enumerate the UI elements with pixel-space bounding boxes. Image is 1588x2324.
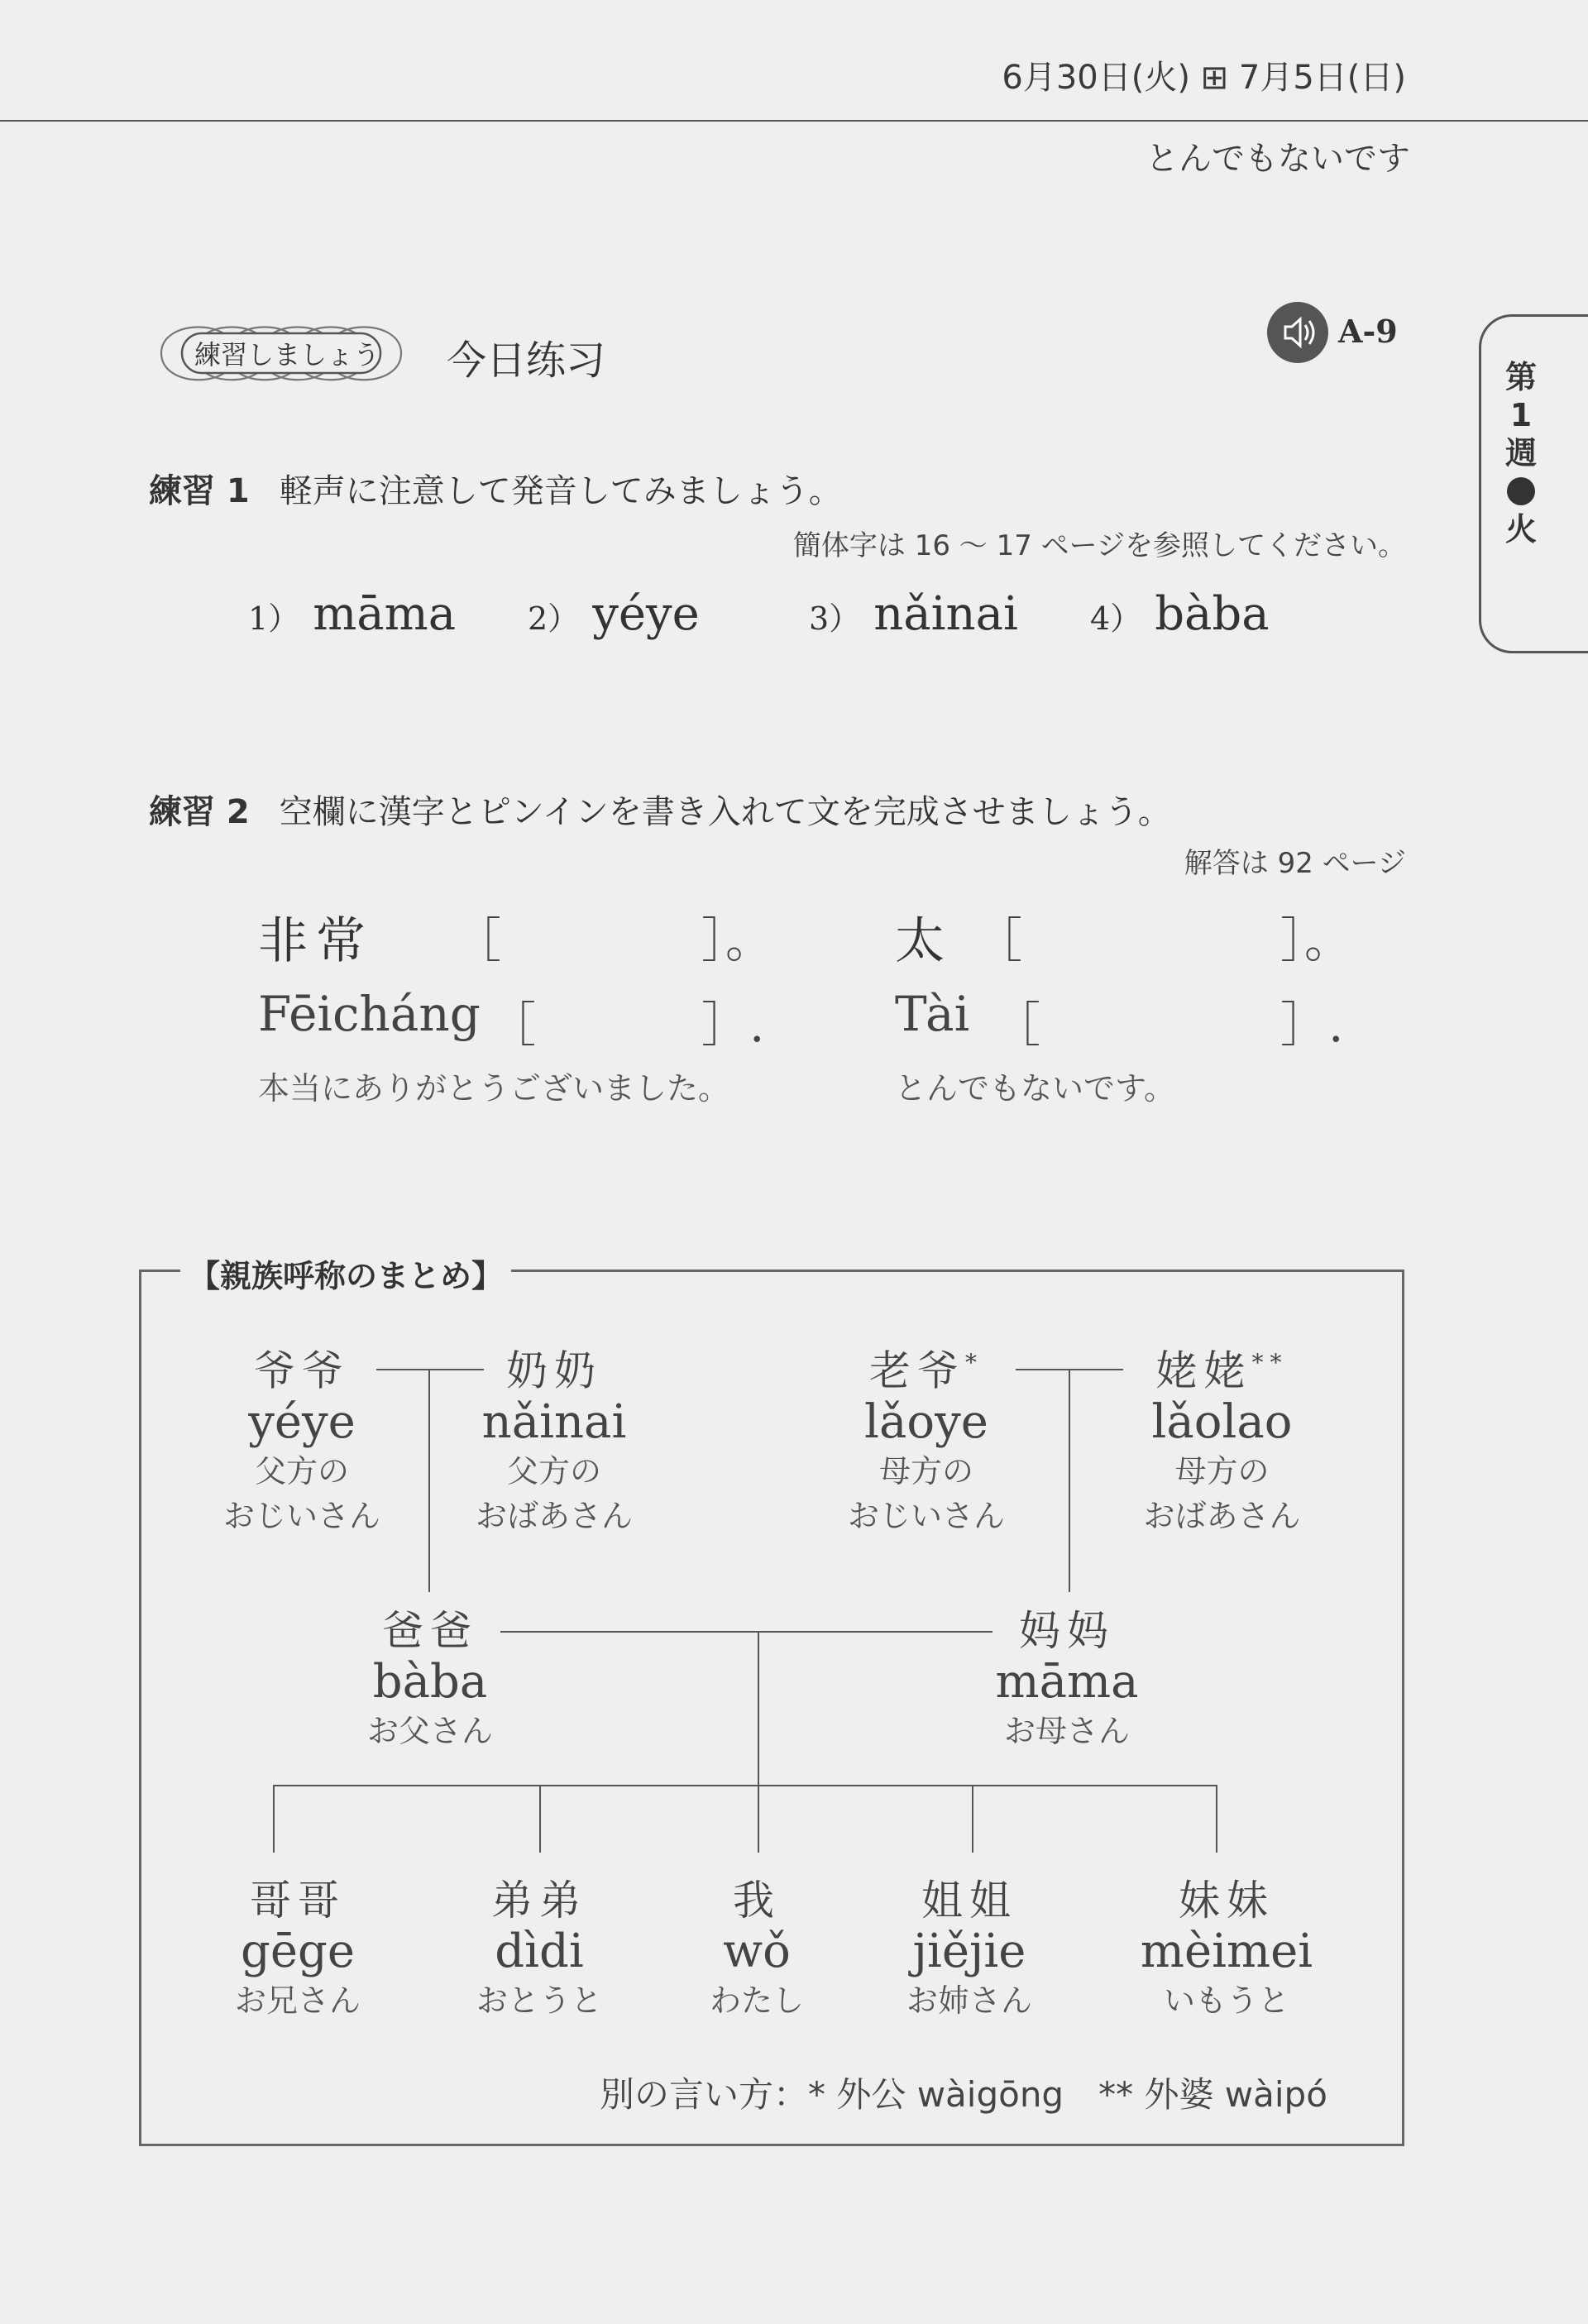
node-japanese: お姉さん <box>906 1982 1032 2019</box>
connector-line <box>1216 1785 1217 1853</box>
connector-line <box>273 1785 275 1853</box>
blank-open-bracket: ［ <box>974 912 1023 968</box>
node-japanese-line2: おばあさん <box>475 1497 633 1534</box>
item-pinyin: yéye <box>592 587 700 641</box>
family-box-title: 【親族呼称のまとめ】 <box>180 1250 511 1296</box>
sentence-right-translation: とんでもないです。 <box>895 1070 1175 1107</box>
node-hanzi: 老爷* <box>869 1346 983 1395</box>
side-tab-day: 火 <box>1504 511 1537 548</box>
node-pinyin: māma <box>995 1655 1139 1709</box>
connector-line <box>972 1785 973 1853</box>
node-hanzi: 姥姥** <box>1155 1346 1289 1395</box>
family-node-nainai <box>442 1338 666 1538</box>
sentence-left-translation: 本当にありがとうございました。 <box>258 1070 730 1107</box>
family-node-yeye <box>190 1338 414 1538</box>
family-node-gege <box>198 1876 397 2023</box>
item-pinyin: bàba <box>1155 587 1270 641</box>
sentence-right-hanzi: 太 <box>895 912 953 970</box>
exercise2-note: 解答は 92 ページ <box>1184 847 1406 880</box>
bullet-dot-icon <box>1507 477 1535 505</box>
node-japanese: お母さん <box>1003 1713 1130 1749</box>
exercise1-item <box>1090 587 1270 641</box>
node-japanese: わたし <box>709 1982 804 2019</box>
node-pinyin: jiějie <box>912 1925 1026 1978</box>
week-day-tab <box>1479 314 1588 653</box>
sentence-left-hanzi: 非常 <box>258 912 374 970</box>
section-title: 今日练习 <box>447 337 606 384</box>
exercise1-label: 練習 1 <box>149 472 250 510</box>
blank-close-bracket: ］。 <box>1280 912 1353 968</box>
node-pinyin: gēge <box>241 1925 355 1978</box>
exercise1-item <box>248 587 456 641</box>
speaker-icon[interactable] <box>1267 302 1328 363</box>
side-tab-label: 週 <box>1504 435 1537 471</box>
node-japanese-line2: おじいさん <box>847 1497 1005 1534</box>
node-japanese: お兄さん <box>234 1982 361 2019</box>
node-pinyin: nǎinai <box>481 1394 627 1449</box>
blank-open-bracket: ［ <box>453 912 502 968</box>
sentence-left-pinyin: Fēicháng <box>258 986 481 1042</box>
exercise1-heading <box>149 465 842 512</box>
connector-line <box>428 1369 430 1592</box>
blank-close-bracket: ］。 <box>701 912 774 968</box>
exercise2-label: 練習 2 <box>149 793 250 831</box>
header-divider <box>0 120 1588 122</box>
node-hanzi: 爷爷 <box>254 1346 350 1395</box>
node-japanese-line1: 母方の <box>1174 1452 1270 1490</box>
item-number: 2） <box>528 600 580 637</box>
header-date-range: 6月30日(火) ⊞ 7月5日(日) <box>1002 59 1406 97</box>
family-node-laolao <box>1108 1338 1336 1538</box>
node-japanese: お父さん <box>366 1713 493 1749</box>
family-node-baba <box>331 1606 529 1753</box>
node-hanzi: 妈妈 <box>1019 1607 1115 1655</box>
node-pinyin: lǎoye <box>864 1394 988 1449</box>
audio-track-label: A-9 <box>1338 313 1398 350</box>
node-pinyin: wǒ <box>723 1925 791 1978</box>
node-hanzi: 哥哥 <box>250 1877 346 1925</box>
exercise1-note: 簡体字は 16 ～ 17 ページを参照してください。 <box>792 529 1406 562</box>
section-badge-label: 練習しましょう <box>194 339 380 371</box>
alternate-terms-note: 別の言い方：* 外公 wàigōng ** 外婆 wàipó <box>600 2074 1327 2115</box>
node-hanzi: 奶奶 <box>506 1346 602 1395</box>
exercise1-item <box>528 587 700 641</box>
node-hanzi: 爸爸 <box>382 1607 478 1655</box>
connector-line <box>1069 1369 1070 1592</box>
item-number: 1） <box>248 600 300 637</box>
node-pinyin: yéye <box>248 1394 356 1449</box>
item-number: 3） <box>809 600 861 637</box>
exercise1-item <box>809 587 1018 641</box>
connector-line <box>758 1631 759 1853</box>
node-japanese-line1: 母方の <box>878 1452 973 1490</box>
family-node-wo <box>658 1876 856 2023</box>
family-node-jiejie <box>870 1876 1069 2023</box>
item-pinyin: māma <box>313 587 457 641</box>
side-tab-week: 第 <box>1504 359 1537 395</box>
blank-open-bracket: ［ <box>992 997 1041 1053</box>
sentence-right-pinyin: Tài <box>895 986 970 1042</box>
node-japanese: おとうと <box>476 1982 602 2019</box>
node-hanzi: 姐姐 <box>921 1877 1017 1925</box>
side-tab-number: 1 <box>1509 397 1533 433</box>
blank-open-bracket: ［ <box>488 997 537 1053</box>
node-pinyin: bàba <box>372 1655 488 1709</box>
exercise1-instruction: 軽声に注意して発音してみましょう。 <box>279 472 842 510</box>
node-japanese-line1: 父方の <box>254 1452 349 1490</box>
node-hanzi: 弟弟 <box>491 1877 587 1925</box>
connector-line <box>539 1785 541 1853</box>
node-hanzi: 我 <box>733 1877 781 1925</box>
node-japanese-line2: おばあさん <box>1143 1497 1301 1534</box>
node-japanese: いもうと <box>1163 1982 1289 2019</box>
family-node-mama <box>968 1606 1166 1753</box>
node-pinyin: lǎolao <box>1151 1394 1293 1449</box>
blank-close-bracket: ］. <box>701 997 765 1053</box>
item-number: 4） <box>1090 600 1142 637</box>
node-japanese-line1: 父方の <box>506 1452 601 1490</box>
item-pinyin: nǎinai <box>873 587 1018 641</box>
exercise2-heading <box>149 786 1171 833</box>
node-japanese-line2: おじいさん <box>222 1497 380 1534</box>
exercise2-instruction: 空欄に漢字とピンインを書き入れて文を完成させましょう。 <box>279 793 1171 831</box>
node-pinyin: dìdi <box>495 1925 584 1978</box>
header-subtitle: とんでもないです <box>1146 140 1410 178</box>
node-pinyin: mèimei <box>1140 1925 1313 1978</box>
node-hanzi: 妹妹 <box>1179 1877 1275 1925</box>
family-node-laoye <box>815 1338 1038 1538</box>
connector-line <box>500 1631 992 1633</box>
family-node-meimei <box>1123 1876 1330 2023</box>
family-node-didi <box>440 1876 639 2023</box>
connector-line <box>273 1785 1217 1786</box>
blank-close-bracket: ］. <box>1280 997 1344 1053</box>
